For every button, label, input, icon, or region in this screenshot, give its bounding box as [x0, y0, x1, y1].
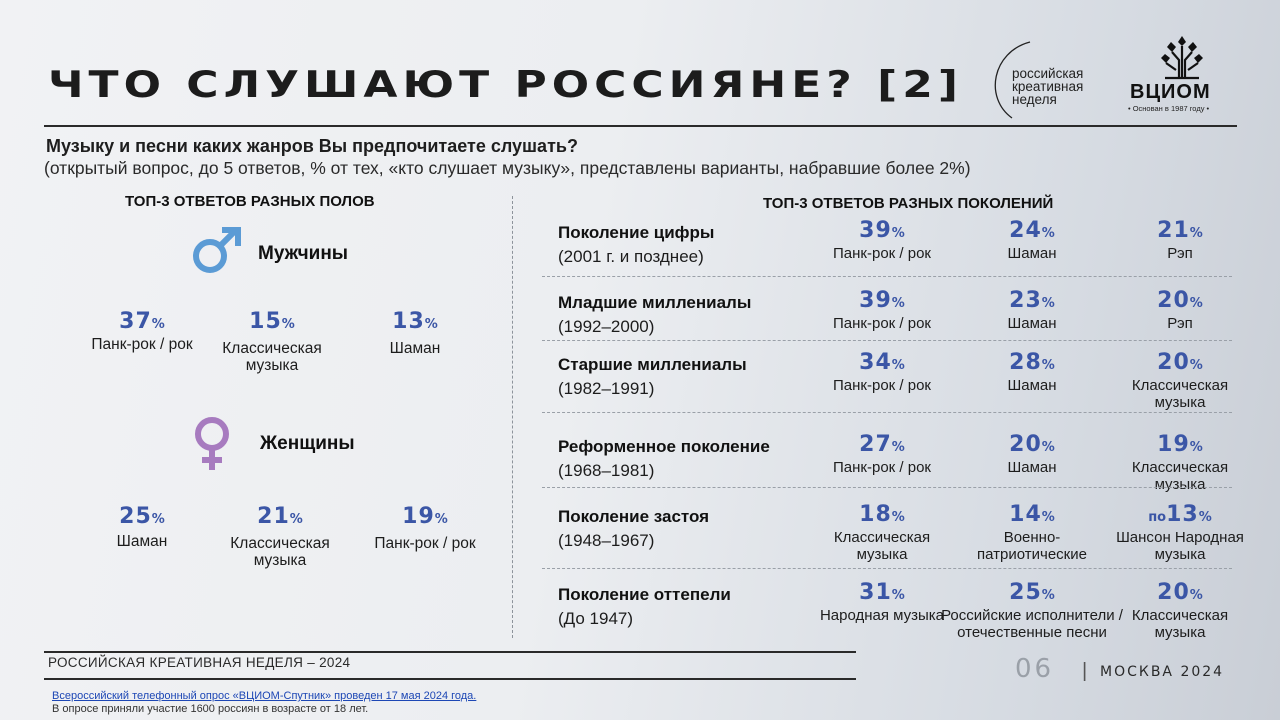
generation-answer — [807, 218, 957, 262]
male-answer-2-label: Классическая музыка — [222, 340, 322, 374]
generation-answer-label: Шаман — [1007, 315, 1057, 332]
male-answer-1-percent: 37% — [119, 309, 165, 334]
generation-years: (2001 г. и позднее) — [558, 247, 704, 266]
generation-answer-percent: 20% — [1009, 432, 1055, 457]
generation-answer-label: Шансон Народная музыка — [1116, 529, 1244, 563]
generation-answer-percent: 31% — [859, 580, 905, 605]
footer-event-name: РОССИЙСКАЯ КРЕАТИВНАЯ НЕДЕЛЯ – 2024 — [48, 655, 351, 670]
generation-answer-label: Рэп — [1167, 315, 1193, 332]
generation-answer-percent: 19% — [1157, 432, 1203, 457]
generation-answer — [957, 288, 1107, 332]
female-answer-1-percent: 25% — [119, 504, 165, 529]
generation-answer-label: Шаман — [1007, 245, 1057, 262]
generation-answer-label: Классическая музыка — [833, 529, 931, 563]
row-separator — [542, 487, 1232, 488]
generation-answer-percent: 20% — [1157, 580, 1203, 605]
row-separator — [542, 412, 1232, 413]
generation-answer-label: Классическая музыка — [1131, 607, 1229, 641]
generation-answer-percent: 25% — [1009, 580, 1055, 605]
generation-answer-percent: 18% — [859, 502, 905, 527]
male-answer-3-label: Шаман — [389, 340, 441, 357]
generation-answer-percent: 27% — [859, 432, 905, 457]
male-symbol-icon — [190, 226, 242, 276]
generation-answer — [1105, 580, 1255, 641]
generation-answer — [1105, 218, 1255, 262]
generation-answer — [957, 432, 1107, 476]
footer-city-year: МОСКВА 2024 — [1100, 664, 1225, 680]
male-answer-3-percent: 13% — [392, 309, 438, 334]
rkn-logo-line-3: неделя — [1012, 92, 1057, 107]
generation-years: (1982–1991) — [558, 379, 655, 398]
footer-divider-bottom — [44, 678, 856, 680]
row-separator — [542, 276, 1232, 277]
generation-answer-percent: 21% — [1157, 218, 1203, 243]
generation-answer — [1105, 502, 1255, 563]
survey-question-note: (открытый вопрос, до 5 ответов, % от тех, «кто слушает музыку», представлены варианты, набравшие более 2%) — [44, 158, 971, 178]
generation-answer-percent: 39% — [859, 288, 905, 313]
generation-years: (1992–2000) — [558, 317, 655, 336]
female-answer-1 — [62, 504, 222, 550]
generation-answer — [957, 502, 1107, 563]
male-answer-1 — [62, 309, 222, 353]
generation-answer-label: Российские исполнители / отечественные песни — [941, 607, 1123, 641]
section-divider — [512, 196, 513, 638]
generation-years: (1948–1967) — [558, 531, 655, 550]
generation-answer-label: Панк-рок / рок — [833, 315, 931, 332]
page-number: 06 — [1015, 654, 1055, 684]
generation-answer-label: Классическая музыка — [1131, 377, 1229, 411]
generation-answer-percent: 34% — [859, 350, 905, 375]
generation-name: Младшие миллениалы — [558, 293, 752, 312]
rkn-logo-text — [1012, 67, 1083, 106]
gender-section-title: ТОП-3 ОТВЕТОВ РАЗНЫХ ПОЛОВ — [125, 193, 375, 210]
row-separator — [542, 568, 1232, 569]
female-answer-2-label: Классическая музыка — [230, 535, 330, 569]
male-answer-2 — [202, 309, 342, 374]
male-answer-2-percent: 15% — [249, 309, 295, 334]
source-note: В опросе приняли участие 1600 россиян в возрасте от 18 лет. — [52, 703, 369, 715]
male-answer-3 — [345, 309, 485, 357]
generation-answer-label: Шаман — [1007, 459, 1057, 476]
female-answer-3-label: Панк-рок / рок — [374, 535, 476, 552]
generation-answer — [1105, 432, 1255, 493]
generation-name: Поколение цифры — [558, 223, 715, 242]
rkn-logo-line-1: российская — [1012, 66, 1084, 81]
generation-years: (До 1947) — [558, 609, 634, 628]
generation-answer-percent: 20% — [1157, 350, 1203, 375]
source-link[interactable]: Всероссийский телефонный опрос «ВЦИОМ-Спутник» проведен 17 мая 2024 года. — [52, 690, 477, 702]
generation-name: Старшие миллениалы — [558, 355, 747, 374]
female-answer-2-percent: 21% — [257, 504, 303, 529]
page-title: ЧТО СЛУШАЮТ РОССИЯНЕ? [2] — [48, 64, 963, 106]
generation-answer-percent: 23% — [1009, 288, 1055, 313]
generation-answer — [807, 350, 957, 394]
gender-name-female: Женщины — [260, 433, 355, 454]
generation-answer — [937, 580, 1127, 641]
generation-years: (1968–1981) — [558, 461, 655, 480]
rkn-logo-line-2: креативная — [1012, 79, 1084, 94]
generation-answer — [1105, 350, 1255, 411]
generation-answer — [957, 218, 1107, 262]
generation-answer-percent: 24% — [1009, 218, 1055, 243]
generation-name: Поколение застоя — [558, 507, 710, 526]
generation-answer-label: Шаман — [1007, 377, 1057, 394]
generation-answer — [807, 502, 957, 563]
vciom-logo-word: ВЦИОМ — [1130, 81, 1211, 103]
male-answer-1-label: Панк-рок / рок — [91, 336, 193, 353]
generation-answer-label: Военно-патриотические — [977, 529, 1087, 563]
generation-answer-label: Панк-рок / рок — [833, 377, 931, 394]
generation-answer-label: Рэп — [1167, 245, 1193, 262]
female-answer-1-label: Шаман — [116, 533, 168, 550]
generation-answer-percent: 20% — [1157, 288, 1203, 313]
generation-answer-percent: по13% — [1148, 502, 1212, 527]
generation-answer — [807, 432, 957, 476]
generation-answer-percent: 14% — [1009, 502, 1055, 527]
generation-answer — [1105, 288, 1255, 332]
footer-divider-top — [44, 651, 856, 653]
survey-question: Музыку и песни каких жанров Вы предпочитаете слушать? — [46, 136, 578, 156]
female-answer-3 — [345, 504, 505, 552]
female-answer-2 — [210, 504, 350, 569]
female-answer-3-percent: 19% — [402, 504, 448, 529]
generation-answer-label: Панк-рок / рок — [833, 245, 931, 262]
row-separator — [542, 340, 1232, 341]
tree-icon — [1157, 28, 1207, 80]
female-symbol-icon — [190, 416, 234, 472]
generation-section-title: ТОП-3 ОТВЕТОВ РАЗНЫХ ПОКОЛЕНИЙ — [763, 195, 1054, 212]
footer-separator: | — [1082, 660, 1088, 682]
header-divider — [44, 125, 1237, 127]
generation-answer-label: Народная музыка — [819, 607, 945, 624]
generation-answer-label: Классическая музыка — [1131, 459, 1229, 493]
generation-answer — [807, 288, 957, 332]
generation-answer — [807, 580, 957, 624]
generation-answer-percent: 39% — [859, 218, 905, 243]
gender-name-male: Мужчины — [258, 243, 349, 264]
vciom-logo-subtitle: • Основан в 1987 году • — [1128, 104, 1210, 113]
generation-answer-percent: 28% — [1009, 350, 1055, 375]
generation-answer-label: Панк-рок / рок — [833, 459, 931, 476]
generation-name: Поколение оттепели — [558, 585, 731, 604]
generation-name: Реформенное поколение — [558, 437, 770, 456]
generation-answer — [957, 350, 1107, 394]
